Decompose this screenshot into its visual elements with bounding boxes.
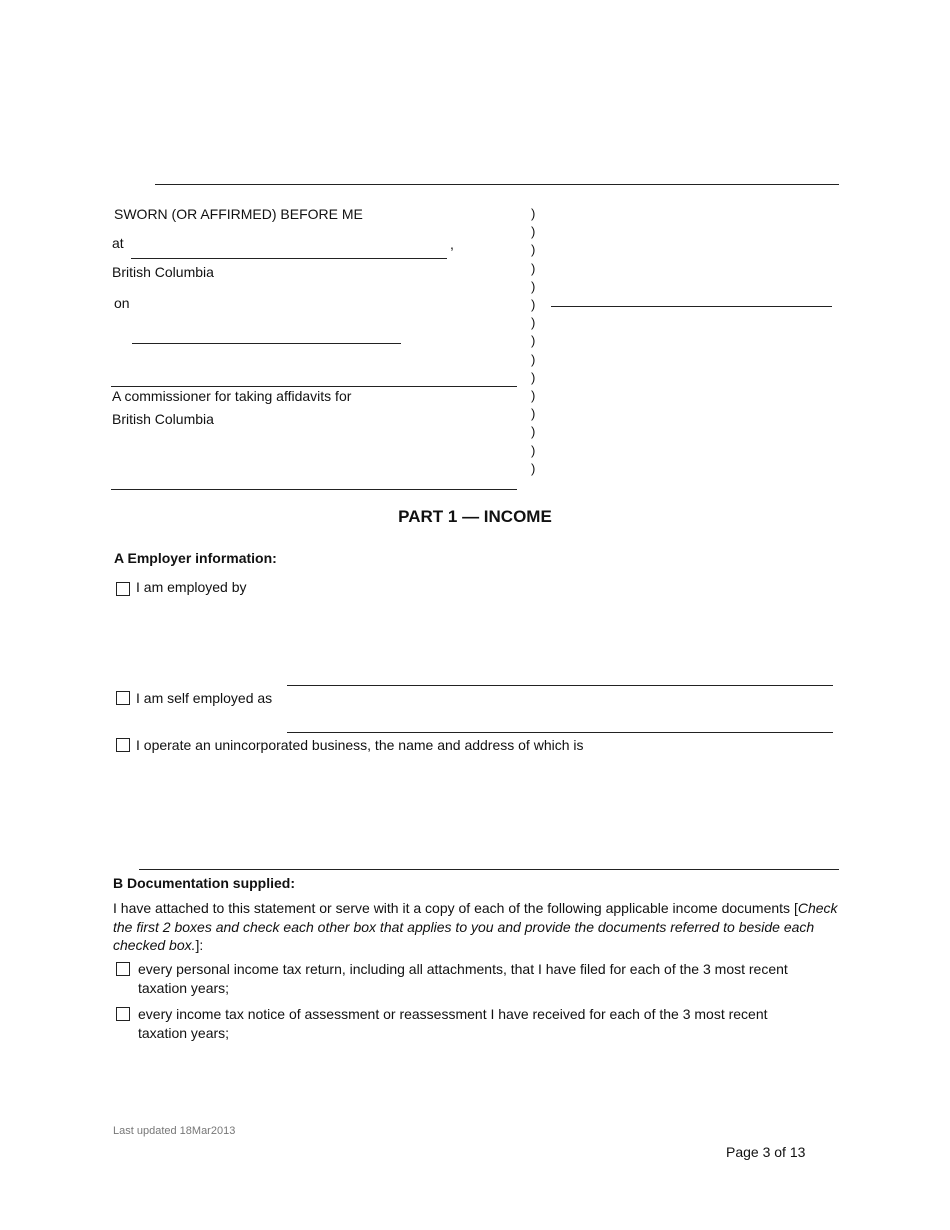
- employed-label: I am employed by: [136, 579, 247, 595]
- tax-return-checkbox[interactable]: [116, 962, 130, 976]
- business-checkbox[interactable]: [116, 738, 130, 752]
- commissioner-signature-line[interactable]: [111, 386, 517, 387]
- paren: ): [531, 369, 536, 385]
- paren: ): [531, 260, 536, 276]
- page-number: Page 3 of 13: [726, 1144, 806, 1160]
- on-label: on: [114, 295, 130, 311]
- intro-bracket-close: ]:: [195, 937, 204, 953]
- sworn-label: SWORN (OR AFFIRMED) BEFORE ME: [114, 206, 363, 222]
- business-address-field[interactable]: [139, 869, 839, 870]
- paren: ): [531, 424, 536, 440]
- assessment-checkbox[interactable]: [116, 1007, 130, 1021]
- self-employed-checkbox[interactable]: [116, 691, 130, 705]
- paren: ): [531, 297, 536, 313]
- commissioner-label-line2: British Columbia: [112, 411, 214, 427]
- last-updated: Last updated 18Mar2013: [113, 1125, 236, 1137]
- tax-return-label-line2: taxation years;: [138, 980, 230, 996]
- section-b-intro: [113, 899, 853, 955]
- commissioner-label-line1: A commissioner for taking affidavits for: [112, 388, 352, 404]
- self-employed-field-2[interactable]: [287, 732, 833, 733]
- paren: ): [531, 442, 536, 458]
- paren: ): [531, 406, 536, 422]
- commissioner-bottom-line: [111, 489, 517, 490]
- section-a-heading: A Employer information:: [114, 550, 277, 566]
- part-title: PART 1 — INCOME: [398, 507, 552, 526]
- british-columbia-label: British Columbia: [112, 264, 214, 280]
- paren: ): [531, 351, 536, 367]
- paren: ): [531, 460, 536, 476]
- self-employed-field[interactable]: [287, 685, 833, 686]
- date-field[interactable]: [132, 343, 401, 344]
- at-label: at: [112, 235, 124, 251]
- intro-text: I have attached to this statement or serve with it a copy of each of the following applicable income documents: [113, 900, 791, 916]
- paren: ): [531, 388, 536, 404]
- tax-return-label-line1: every personal income tax return, including all attachments, that I have filed for each of the 3 most recent: [138, 961, 788, 977]
- assessment-label-line2: taxation years;: [138, 1025, 230, 1041]
- at-location-field[interactable]: [131, 258, 447, 259]
- section-b-heading: B Documentation supplied:: [113, 875, 295, 891]
- paren: ): [531, 242, 536, 258]
- assessment-label-line1: every income tax notice of assessment or reassessment I have received for each of the 3 most recent: [138, 1006, 768, 1022]
- paren: ): [531, 206, 536, 221]
- employed-checkbox[interactable]: [116, 582, 130, 596]
- paren: ): [531, 278, 536, 294]
- paren: ): [531, 333, 536, 349]
- deponent-signature-line[interactable]: [551, 306, 832, 307]
- intro-bracket-open: [: [793, 900, 798, 916]
- paren: ): [531, 315, 536, 331]
- paren-column: [531, 205, 535, 478]
- self-employed-label: I am self employed as: [136, 690, 273, 706]
- at-comma: ,: [450, 236, 454, 252]
- intro-instruction: Check the first 2 boxes and check each other box that applies to you and provide the documents referred to beside each checked box.: [113, 900, 838, 953]
- top-signature-line: [155, 184, 839, 185]
- paren: ): [531, 224, 536, 240]
- business-label: I operate an unincorporated business, the name and address of which is: [136, 737, 584, 753]
